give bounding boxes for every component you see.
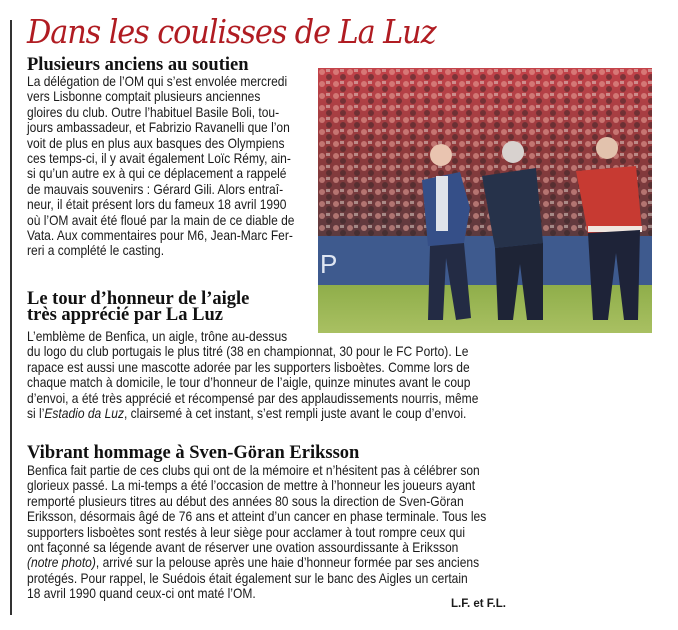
text-line: Benfica fait partie de ces clubs qui ont de la mémoire et n’hésitent pas à célébrer son	[27, 463, 480, 478]
section-heading-anciens	[27, 57, 249, 73]
text-line: reri a complété le casting.	[27, 243, 165, 259]
text-line: voit de plus en plus aux basques des Olympiens	[27, 135, 285, 151]
section-heading-eriksson	[27, 445, 359, 461]
text: si l’	[27, 406, 45, 422]
text-line: Vata. Aux commentaires pour M6, Jean-Marc Fer-	[27, 228, 293, 244]
section-body-eriksson	[27, 463, 546, 602]
text-line: La délégation de l’OM qui s’est envolée mercredi	[27, 74, 288, 89]
text-line: glorieux passé. La mi-temps a été l’occasion de mettre à l’honneur les joueurs ayant	[27, 478, 476, 494]
text-line: ont façonné sa légende avant de réserver une ovation assourdissante à Eriksson	[27, 540, 459, 556]
italic-text: Estadio da Luz	[44, 406, 124, 422]
text: , clairsemé à cet instant, s’est rempli juste avant le coup d’envoi.	[123, 406, 467, 422]
section-body-aigle	[27, 329, 537, 421]
heading-line: Plusieurs anciens au soutien	[27, 55, 249, 75]
author-signature: L.F. et F.L.	[451, 598, 506, 610]
text-line: neur, il était présent lors du fameux 18 avril 1990	[27, 197, 287, 213]
heading-line: Vibrant hommage à Sven-Göran Eriksson	[27, 443, 360, 463]
text-line	[27, 555, 486, 570]
text-line: rapace est aussi une mascotte adorée par les supporters lisboètes. Comme lors de	[27, 359, 470, 375]
photo-eriksson-on-pitch	[318, 68, 652, 333]
text: , arrivé sur la pelouse après une haie d’honneur formée par ses anciens	[95, 555, 480, 571]
text-line	[27, 406, 478, 421]
text-line: ces temps-ci, il y avait également Loïc Rémy, ain-	[27, 151, 291, 167]
text-line: vers Lisbonne comptait plusieurs anciennes	[27, 89, 261, 105]
text-line: chaque match à domicile, le tour d’honneur de l’aigle, quinze minutes avant le coup	[27, 375, 471, 391]
text-line: de mauvais souvenirs : Gérard Gili. Alors entraî-	[27, 181, 284, 197]
text-line: Eriksson, désormais âgé de 76 ans et atteint d’un cancer en phase terminale. Tous les	[27, 509, 487, 525]
section-heading-aigle	[27, 291, 249, 323]
column-rule	[10, 20, 12, 615]
text-line: où l’OM avait été floué par la main de ce diable de	[27, 212, 295, 228]
text-line: gloires du club. Outre l’habituel Basile Boli, tou-	[27, 104, 280, 120]
text-line: L’emblème de Benfica, un aigle, trône au-dessus	[27, 329, 288, 344]
heading-line: Le tour d’honneur de l’aigle	[27, 289, 250, 309]
italic-text: (notre photo)	[27, 555, 96, 571]
svg-text:P: P	[320, 249, 338, 279]
section-body-anciens	[27, 74, 329, 259]
text-line: d’envoi, a été très apprécié et récompensé par des applaudissements nourris, même	[27, 390, 479, 406]
text-line: 18 avril 1990 quand ceux-ci ont maté l’OM.	[27, 586, 256, 602]
text-line: si qu’un autre ex à qui ce déplacement a rappelé	[27, 166, 287, 182]
page-title: Dans les coulisses de La Luz	[27, 12, 436, 51]
text-line: remporté plusieurs titres au début des années 80 sous la direction de Sven-Göran	[27, 493, 464, 509]
text-line: du logo du club portugais le plus titré (38 en championnat, 30 pour le FC Porto). Le	[27, 344, 469, 360]
text-line: supporters lisboètes sont restés à leur siège pour acclamer à tout rompre ceux qui	[27, 524, 466, 540]
text-line: jours ambassadeur, et Fabrizio Ravanelli que l’on	[27, 120, 290, 136]
heading-line: très apprécié par La Luz	[27, 305, 223, 325]
text-line: protégés. Pour rappel, le Suédois était également sur le banc des Aigles un certain	[27, 570, 468, 586]
